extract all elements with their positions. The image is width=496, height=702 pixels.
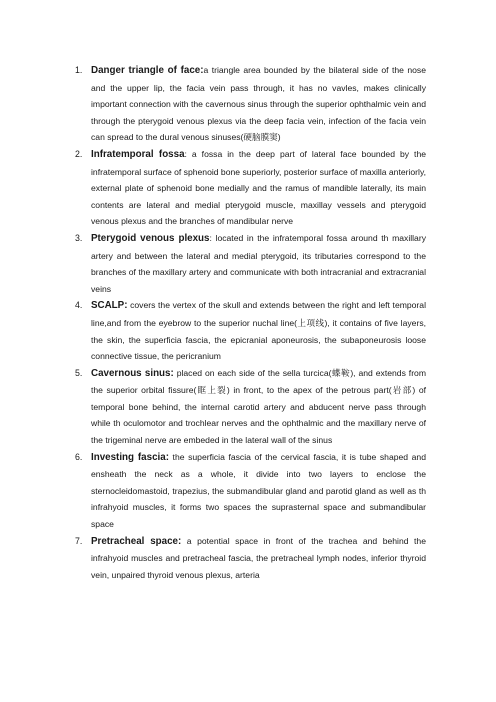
list-item-infratemporal-fossa [70, 146, 426, 230]
list-item-pretracheal-space [70, 533, 426, 584]
item-number: 1. [75, 65, 83, 75]
item-definition: covers the vertex of the skull and extends between the right and left temporal line,and from the eyebrow to the superior nuchal line(上项线), it contains of five layers, the skin, the superficia fascia, the epicranial aponeurosis, the subaponeurosis loose connective tissue, the pericranium [91, 300, 426, 362]
item-definition: a potential space in front of the trachea and behind the infrahyoid muscles and pretracheal fascia, the pretracheal lymph nodes, inferior thyroid vein, unpaired thyroid venous plexus, arteria [91, 535, 426, 580]
item-term: Pretracheal space: [91, 535, 182, 547]
list-item-cavernous-sinus [70, 365, 426, 449]
list-item-scalp [70, 297, 426, 364]
item-definition: placed on each side of the sella turcica(蝶鞍), and extends from the superior orbital fissure(眶上裂) in front, to the apex of the petrous part(岩部) of temporal bone behind, the internal carotid artery and abducent nerve pass through while th oculomotor and trochlear nerves and the ophthalmic and the maxillary nerve of the trigeminal nerve are embeded in the lateral wall of the sinus [91, 367, 426, 446]
list-item-investing-fascia [70, 449, 426, 533]
list-item-pterygoid-venous-plexus [70, 230, 426, 297]
item-definition: a triangle area bounded by the bilateral side of the nose and the upper lip, the facia vein pass through, it has no vavles, makes clinically important connection with the cavernous sinus through the superior ophthalmic vein and through the pterygoid venous plexus via the deep facia vein, infection of the facia vein can spread to the dural venous sinuses(硬脑膜窦) [91, 65, 426, 143]
item-definition: the superficia fascia of the cervical fascia, it is tube shaped and ensheath the neck as a whole, it divide into two layers to enclose the sternocleidomastoid, trapezius, the submandibular gland and parotid gland as well as th infrahyoid muscles, it forms two spaces the suprasternal space and submandibular space [91, 451, 426, 530]
item-term: Pterygoid venous plexus [91, 232, 210, 244]
item-number: 4. [75, 300, 83, 311]
item-number: 6. [75, 451, 83, 462]
item-definition: : a fossa in the deep part of lateral face bounded by the infratemporal surface of sphenoid bone superiorly, posterior surface of maxilla anteriorly, external plate of sphenoid bone medially and the ramus of mandible laterally, its main contents are lateral and medial pterygoid muscle, maxillay vessels and pterygoid venous plexus and the branches of mandibular nerve [91, 148, 427, 227]
item-number: 7. [75, 535, 83, 546]
item-number: 5. [75, 367, 83, 378]
item-term: Cavernous sinus: [91, 367, 174, 379]
item-definition: : located in the infratemporal fossa around th maxillary artery and between the lateral and medial pterygoid, its tributaries correspond to the branches of the maxillary artery and communicate with both intracranial and extracranial veins [91, 232, 426, 294]
item-term: Investing fascia: [91, 451, 169, 463]
item-term: Danger triangle of face: [91, 65, 204, 76]
item-term: SCALP: [91, 300, 128, 312]
item-number: 2. [75, 148, 83, 159]
item-number: 3. [75, 232, 83, 243]
list-item-danger-triangle [70, 62, 426, 146]
item-term: Infratemporal fossa [91, 148, 185, 160]
definition-list [70, 62, 426, 583]
